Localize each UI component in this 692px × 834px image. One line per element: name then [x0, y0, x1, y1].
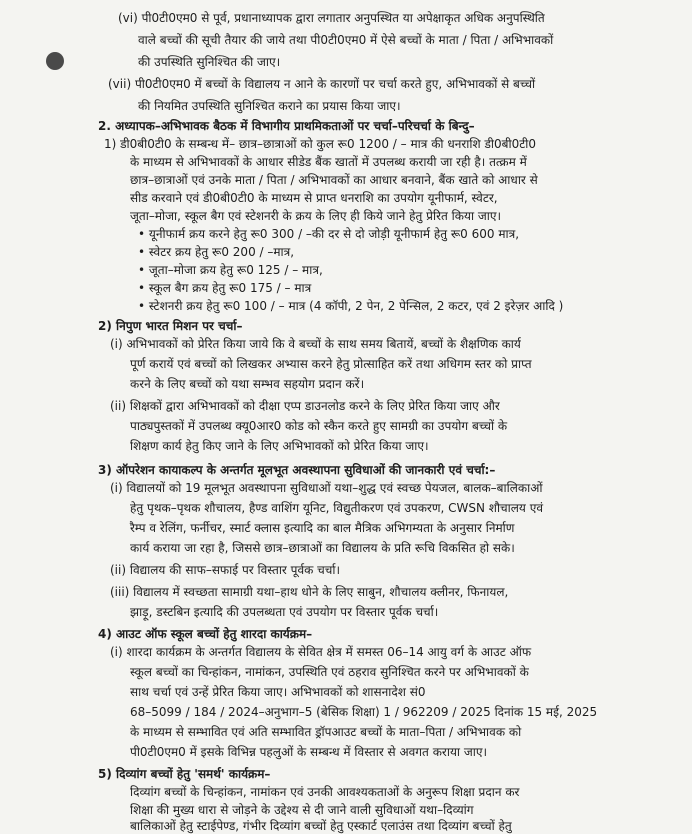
text-line: के माध्यम से सम्भावित एवं अति सम्भावित ड्रॉपआउट बच्चों के माता–पिता / अभिभावक को	[130, 725, 522, 739]
text-line: बालिकाओं हेतु स्टाईपेण्ड, गंभीर दिव्यांग बच्चों हेतु एस्कार्ट एलाउंस तथा दिव्यांग बच्चों हेतु	[130, 819, 512, 833]
text-line: हेतु पृथक–पृथक शौचालय, हैण्ड वाशिंग यूनिट, विद्युतीकरण एवं उपकरण, CWSN शौचालय एवं	[130, 501, 544, 515]
bullet-item: • स्टेशनरी क्रय हेतु रू0 100 / – मात्र (4 कॉपी, 2 पेन, 2 पेन्सिल, 2 कटर, एवं 2 इरेज़र आदि )	[138, 299, 564, 313]
bullet-item: • स्कूल बैग क्रय हेतु रू0 175 / – मात्र	[138, 281, 312, 295]
section-heading: 4) आउट ऑफ स्कूल बच्चों हेतु शारदा कार्यक्रम–	[98, 627, 313, 641]
text-line: (vii) पी0टी0एम0 में बच्चों के विद्यालय न आने के कारणों पर चर्चा करते हुए, अभिभावकों से बच्चों	[108, 77, 536, 91]
text-line: के माध्यम से अभिभावकों के आधार सीडेड बैंक खातों में उपलब्ध करायी जा रही है। तत्क्रम में	[130, 155, 527, 169]
section-heading: 2) निपुण भारत मिशन पर चर्चा–	[98, 319, 243, 333]
section-heading: 3) ऑपरेशन कायाकल्प के अन्तर्गत मूलभूत अवस्थापना सुविधाओं की जानकारी एवं चर्चा:–	[98, 463, 496, 477]
text-line: (iii) विद्यालय में स्वच्छता सामाग्री यथा–हाथ धोने के लिए साबुन, शौचालय क्लीनर, फिनायल,	[110, 585, 509, 599]
text-line: रैम्प व रेलिंग, फर्नीचर, स्मार्ट क्लास इत्यादि का बाल मैत्रिक अभिगम्यता के अनुसार निर्माण	[130, 521, 515, 535]
text-line: दिव्यांग बच्चों के चिन्हांकन, नामांकन एवं उनकी आवश्यकताओं के अनुरूप शिक्षा प्रदान कर	[130, 785, 520, 799]
text-line: (i) अभिभावकों को प्रेरित किया जाये कि वे बच्चों के साथ समय बितायें, बच्चों के शैक्षणिक कार्य	[110, 337, 521, 351]
text-line: पूर्ण करायें एवं बच्चों को लिखकर अभ्यास करने हेतु प्रोत्साहित करें तथा अधिगम स्तर को प्राप्त	[130, 357, 532, 371]
text-line: जूता–मोजा, स्कूल बैग एवं स्टेशनरी के क्रय के लिए ही किये जाने हेतु प्रेरित किया जाए।	[130, 209, 502, 223]
text-line: वाले बच्चों की सूची तैयार की जाये तथा पी0टी0एम0 में ऐसे बच्चों के माता / पिता / अभिभावकों	[138, 33, 554, 47]
text-line: साथ चर्चा एवं उन्हें प्रेरित किया जाए। अभिभावकों को शासनादेश सं0	[130, 685, 426, 699]
text-line: की नियमित उपस्थिति सुनिश्चित कराने का प्रयास किया जाए।	[138, 99, 401, 113]
bullet-item: • जूता–मोजा क्रय हेतु रू0 125 / – मात्र,	[138, 263, 323, 277]
text-line: कार्य कराया जा रहा है, जिससे छात्र–छात्राओं का विद्यालय के प्रति रूचि विकसित हो सके।	[130, 541, 515, 555]
section-heading: 5) दिव्यांग बच्चों हेतु 'समर्थ' कार्यक्रम–	[98, 767, 271, 781]
text-line: छात्र–छात्राओं एवं उनके माता / पिता / अभिभावकों का आधार बनवाने, बैंक खाते को आधार से	[130, 173, 538, 187]
text-line: 1) डी0बी0टी0 के सम्बन्ध में– छात्र–छात्राओं को कुल रू0 1200 / – मात्र की धनराशि डी0बी0टी0	[104, 137, 537, 151]
section-heading: 2. अध्यापक–अभिभावक बैठक में विभागीय प्राथमिकताओं पर चर्चा–परिचर्चा के बिन्दु–	[98, 119, 475, 133]
punch-hole	[46, 52, 64, 70]
text-line: की उपस्थिति सुनिश्चित की जाए।	[138, 55, 281, 69]
text-line: 68–5099 / 184 / 2024–अनुभाग–5 (बेसिक शिक्षा) 1 / 962209 / 2025 दिनांक 15 मई, 2025	[130, 705, 598, 719]
bullet-item: • स्वेटर क्रय हेतु रू0 200 / –मात्र,	[138, 245, 295, 259]
text-line: (ii) शिक्षकों द्वारा अभिभावकों को दीक्षा एप्प डाउनलोड करने के लिए प्रेरित किया जाए और	[110, 399, 500, 413]
text-line: स्कूल बच्चों का चिन्हांकन, नामांकन, उपस्थिति एवं ठहराव सुनिश्चित करने पर अभिभावकों के	[130, 665, 529, 679]
text-line: करने के लिए बच्चों को यथा सम्भव सहयोग प्रदान करें।	[130, 377, 365, 391]
text-line: (i) शारदा कार्यक्रम के अन्तर्गत विद्यालय के सेवित क्षेत्र में समस्त 06–14 आयु वर्ग के आउट ऑफ	[110, 645, 532, 659]
text-line: (vi) पी0टी0एम0 से पूर्व, प्रधानाध्यापक द्वारा लगातार अनुपस्थित या अपेक्षाकृत अधिक अनुपस्थिति	[118, 11, 545, 25]
text-line: (i) विद्यालयों को 19 मूलभूत अवस्थापना सुविधाओं यथा–शुद्ध एवं स्वच्छ पेयजल, बालक–बालिकाओं	[110, 481, 543, 495]
text-line: सीड करवाने एवं डी0बी0टी0 के माध्यम से प्राप्त धनराशि का उपयोग यूनीफार्म, स्वेटर,	[130, 191, 498, 205]
text-line: पाठ्यपुस्तकों में उपलब्ध क्यू0आर0 कोड को स्कैन करते हुए सामग्री का उपयोग बच्चों के	[130, 419, 508, 433]
text-line: शिक्षण कार्य हेतु किए जाने के लिए अभिभावकों को प्रेरित किया जाए।	[130, 439, 429, 453]
bullet-item: • यूनीफार्म क्रय करने हेतु रू0 300 / –की दर से दो जोड़ी यूनीफार्म हेतु रू0 600 मात्र,	[138, 227, 520, 241]
text-line: पी0टी0एम0 में इसके विभिन्न पहलुओं के सम्बन्ध में विस्तार से अवगत कराया जाए।	[130, 745, 488, 759]
text-line: (ii) विद्यालय की साफ–सफाई पर विस्तार पूर्वक चर्चा।	[110, 563, 341, 577]
text-line: झाड़ू, डस्टबिन इत्यादि की उपलब्धता एवं उपयोग पर विस्तार पूर्वक चर्चा।	[130, 605, 439, 619]
text-line: शिक्षा की मुख्य धारा से जोड़ने के उद्देश्य से दी जाने वाली सुविधाओं यथा–दिव्यांग	[130, 803, 474, 817]
